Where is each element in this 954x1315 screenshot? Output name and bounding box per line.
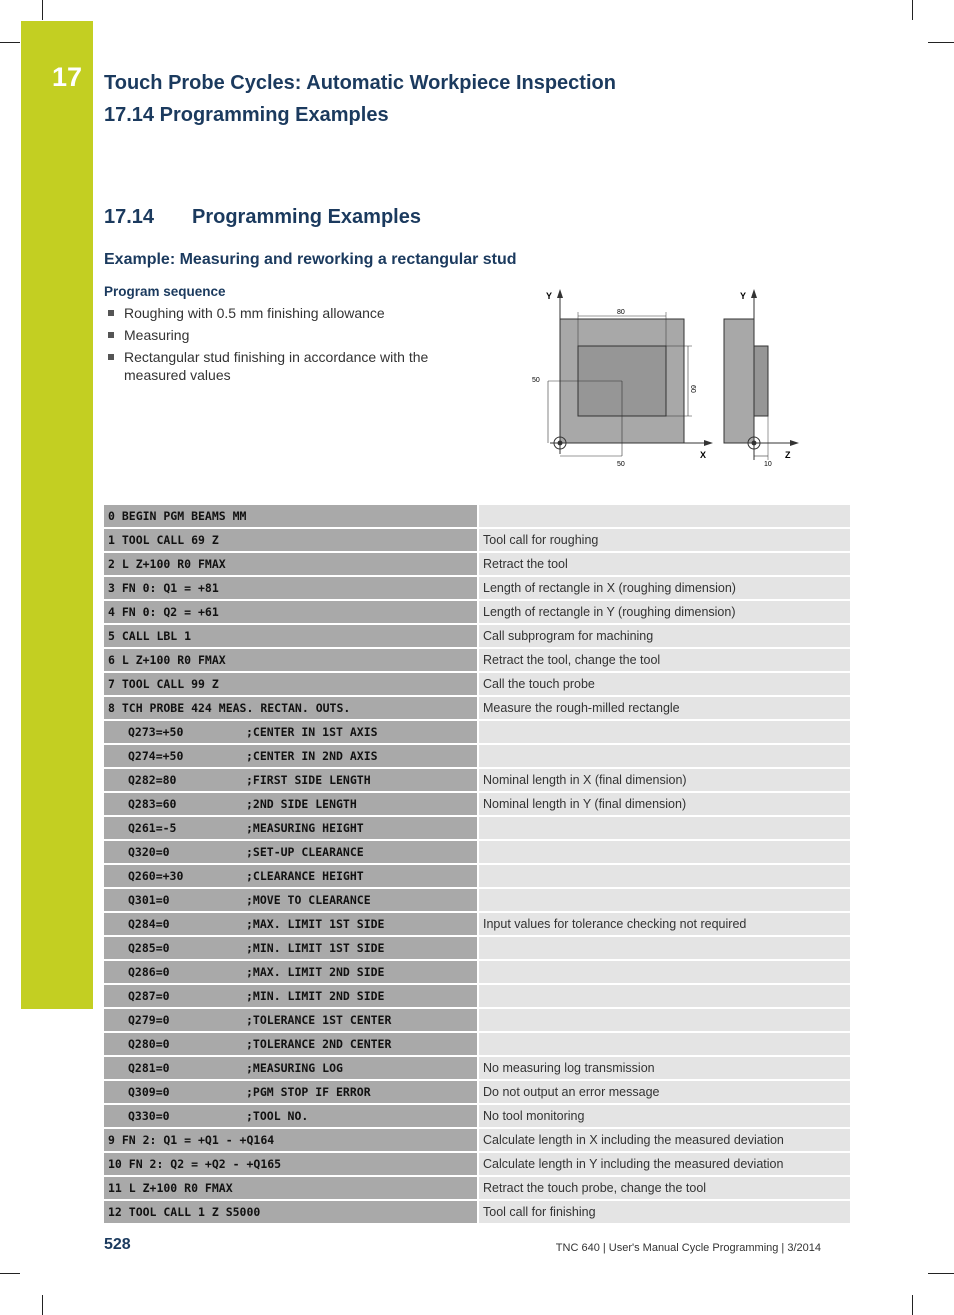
description-cell: Calculate length in X including the measured deviation — [479, 1129, 850, 1153]
code-cell — [104, 865, 479, 889]
crop-mark — [42, 0, 43, 20]
table-row — [104, 577, 850, 601]
code-cell: 10 FN 2: Q2 = +Q2 - +Q165 — [104, 1153, 479, 1177]
param-comment: ;MAX. LIMIT 2ND SIDE — [246, 965, 385, 979]
dimension-50-bottom: 50 — [617, 461, 625, 468]
stud-side — [754, 346, 768, 416]
description-cell: Length of rectangle in Y (roughing dimension) — [479, 601, 850, 625]
code-cell: 11 L Z+100 R0 FMAX — [104, 1177, 479, 1201]
param-name: Q280=0 — [128, 1037, 170, 1051]
description-cell — [479, 889, 850, 913]
code-cell — [104, 721, 479, 745]
description-cell — [479, 745, 850, 769]
description-cell: No tool monitoring — [479, 1105, 850, 1129]
description-cell: Call the touch probe — [479, 673, 850, 697]
dimension-60: 60 — [689, 385, 696, 393]
code-cell — [104, 1081, 479, 1105]
crop-mark — [0, 1273, 20, 1274]
code-cell — [104, 1057, 479, 1081]
description-cell: Length of rectangle in X (roughing dimension) — [479, 577, 850, 601]
crop-mark — [912, 0, 913, 20]
description-cell: Tool call for finishing — [479, 1201, 850, 1225]
table-row — [104, 745, 850, 769]
workpiece-side — [724, 319, 754, 443]
code-cell — [104, 841, 479, 865]
code-cell — [104, 913, 479, 937]
table-row — [104, 1129, 850, 1153]
table-row — [104, 817, 850, 841]
code-cell: 5 CALL LBL 1 — [104, 625, 479, 649]
description-cell: Measure the rough-milled rectangle — [479, 697, 850, 721]
description-cell — [479, 961, 850, 985]
code-cell: 4 FN 0: Q2 = +61 — [104, 601, 479, 625]
param-name: Q281=0 — [128, 1061, 170, 1075]
table-row — [104, 1105, 850, 1129]
section-title-text: Programming Examples — [192, 206, 421, 228]
list-item: Measuring — [104, 326, 464, 344]
description-cell — [479, 841, 850, 865]
code-cell — [104, 1009, 479, 1033]
description-cell: Retract the tool — [479, 553, 850, 577]
crop-mark — [0, 42, 20, 43]
example-title: Example: Measuring and reworking a rectangular stud — [104, 251, 517, 268]
table-row — [104, 673, 850, 697]
description-cell — [479, 721, 850, 745]
table-row — [104, 1009, 850, 1033]
table-row — [104, 721, 850, 745]
dimension-80: 80 — [617, 309, 625, 316]
param-comment: ;MAX. LIMIT 1ST SIDE — [246, 917, 385, 931]
param-comment: ;CENTER IN 1ST AXIS — [246, 725, 378, 739]
table-row — [104, 1177, 850, 1201]
chapter-title: Touch Probe Cycles: Automatic Workpiece Inspection — [104, 72, 616, 94]
param-name: Q260=+30 — [128, 869, 184, 883]
table-row — [104, 529, 850, 553]
stud-diagram — [520, 284, 810, 474]
footer-text: TNC 640 | User's Manual Cycle Programming | 3/2014 — [555, 1242, 821, 1254]
param-name: Q283=60 — [128, 797, 177, 811]
code-cell: 3 FN 0: Q1 = +81 — [104, 577, 479, 601]
program-sequence-list — [104, 304, 464, 388]
table-row — [104, 1081, 850, 1105]
description-cell: Retract the tool, change the tool — [479, 649, 850, 673]
table-row — [104, 649, 850, 673]
table-row — [104, 505, 850, 529]
description-cell: Calculate length in Y including the measured deviation — [479, 1153, 850, 1177]
table-row — [104, 1033, 850, 1057]
param-comment: ;CLEARANCE HEIGHT — [246, 869, 364, 883]
code-cell — [104, 817, 479, 841]
code-cell — [104, 889, 479, 913]
crop-mark — [42, 1295, 43, 1315]
param-name: Q301=0 — [128, 893, 170, 907]
code-cell: 1 TOOL CALL 69 Z — [104, 529, 479, 553]
table-row — [104, 913, 850, 937]
code-cell: 2 L Z+100 R0 FMAX — [104, 553, 479, 577]
table-row — [104, 601, 850, 625]
table-row — [104, 937, 850, 961]
table-row — [104, 889, 850, 913]
param-name: Q285=0 — [128, 941, 170, 955]
crop-mark — [928, 1273, 954, 1274]
param-comment: ;MEASURING HEIGHT — [246, 821, 364, 835]
description-cell: Nominal length in X (final dimension) — [479, 769, 850, 793]
axis-label-x: X — [700, 450, 707, 460]
code-cell — [104, 937, 479, 961]
description-cell: Retract the touch probe, change the tool — [479, 1177, 850, 1201]
description-cell — [479, 1033, 850, 1057]
table-row — [104, 841, 850, 865]
description-cell: Do not output an error message — [479, 1081, 850, 1105]
param-comment: ;PGM STOP IF ERROR — [246, 1085, 371, 1099]
page-number: 528 — [104, 1236, 131, 1253]
param-comment: ;TOLERANCE 2ND CENTER — [246, 1037, 392, 1051]
param-name: Q274=+50 — [128, 749, 184, 763]
param-comment: ;MIN. LIMIT 1ST SIDE — [246, 941, 385, 955]
code-cell: 12 TOOL CALL 1 Z S5000 — [104, 1201, 479, 1225]
param-comment: ;FIRST SIDE LENGTH — [246, 773, 371, 787]
table-row — [104, 625, 850, 649]
crop-mark — [928, 42, 954, 43]
chapter-subtitle: 17.14 Programming Examples — [104, 104, 389, 126]
description-cell — [479, 1009, 850, 1033]
param-name: Q309=0 — [128, 1085, 170, 1099]
chapter-number: 17 — [52, 62, 83, 92]
code-cell — [104, 1033, 479, 1057]
table-row — [104, 769, 850, 793]
param-name: Q261=-5 — [128, 821, 177, 835]
table-row — [104, 865, 850, 889]
table-row — [104, 697, 850, 721]
param-name: Q286=0 — [128, 965, 170, 979]
axis-label-y: Y — [546, 291, 553, 301]
param-name: Q282=80 — [128, 773, 177, 787]
description-cell — [479, 505, 850, 529]
description-cell: Tool call for roughing — [479, 529, 850, 553]
section-title — [104, 206, 421, 229]
table-row — [104, 793, 850, 817]
table-row — [104, 1153, 850, 1177]
chapter-sidebar — [21, 21, 93, 1009]
table-row — [104, 1057, 850, 1081]
param-name: Q284=0 — [128, 917, 170, 931]
code-cell — [104, 961, 479, 985]
code-cell: 0 BEGIN PGM BEAMS MM — [104, 505, 479, 529]
param-comment: ;TOLERANCE 1ST CENTER — [246, 1013, 392, 1027]
code-cell — [104, 1105, 479, 1129]
param-comment: ;SET-UP CLEARANCE — [246, 845, 364, 859]
param-comment: ;MEASURING LOG — [246, 1061, 343, 1075]
param-name: Q320=0 — [128, 845, 170, 859]
code-cell: 8 TCH PROBE 424 MEAS. RECTAN. OUTS. — [104, 697, 479, 721]
program-sequence-heading: Program sequence — [104, 284, 226, 299]
dimension-50-left: 50 — [532, 377, 540, 384]
description-cell — [479, 937, 850, 961]
code-cell: 9 FN 2: Q1 = +Q1 - +Q164 — [104, 1129, 479, 1153]
nc-program-table — [104, 505, 850, 1225]
code-cell — [104, 745, 479, 769]
table-row — [104, 1201, 850, 1225]
param-comment: ;TOOL NO. — [246, 1109, 309, 1123]
table-row — [104, 985, 850, 1009]
description-cell: Nominal length in Y (final dimension) — [479, 793, 850, 817]
param-name: Q279=0 — [128, 1013, 170, 1027]
table-row — [104, 961, 850, 985]
section-number: 17.14 — [104, 206, 155, 228]
list-item: Roughing with 0.5 mm finishing allowance — [104, 304, 464, 322]
axis-label-z: Z — [785, 450, 791, 460]
param-name: Q287=0 — [128, 989, 170, 1003]
code-cell: 7 TOOL CALL 99 Z — [104, 673, 479, 697]
code-cell — [104, 793, 479, 817]
crop-mark — [912, 1295, 913, 1315]
code-cell — [104, 769, 479, 793]
table-row — [104, 553, 850, 577]
param-comment: ;MIN. LIMIT 2ND SIDE — [246, 989, 385, 1003]
code-cell — [104, 985, 479, 1009]
dimension-10: 10 — [764, 461, 772, 468]
param-comment: ;2ND SIDE LENGTH — [246, 797, 357, 811]
description-cell — [479, 985, 850, 1009]
code-cell: 6 L Z+100 R0 FMAX — [104, 649, 479, 673]
description-cell: No measuring log transmission — [479, 1057, 850, 1081]
axis-label-y-side: Y — [740, 291, 747, 301]
param-name: Q273=+50 — [128, 725, 184, 739]
list-item: Rectangular stud finishing in accordance with the measured values — [104, 348, 464, 384]
description-cell — [479, 865, 850, 889]
param-name: Q330=0 — [128, 1109, 170, 1123]
description-cell — [479, 817, 850, 841]
description-cell: Input values for tolerance checking not required — [479, 913, 850, 937]
param-comment: ;CENTER IN 2ND AXIS — [246, 749, 378, 763]
param-comment: ;MOVE TO CLEARANCE — [246, 893, 371, 907]
description-cell: Call subprogram for machining — [479, 625, 850, 649]
